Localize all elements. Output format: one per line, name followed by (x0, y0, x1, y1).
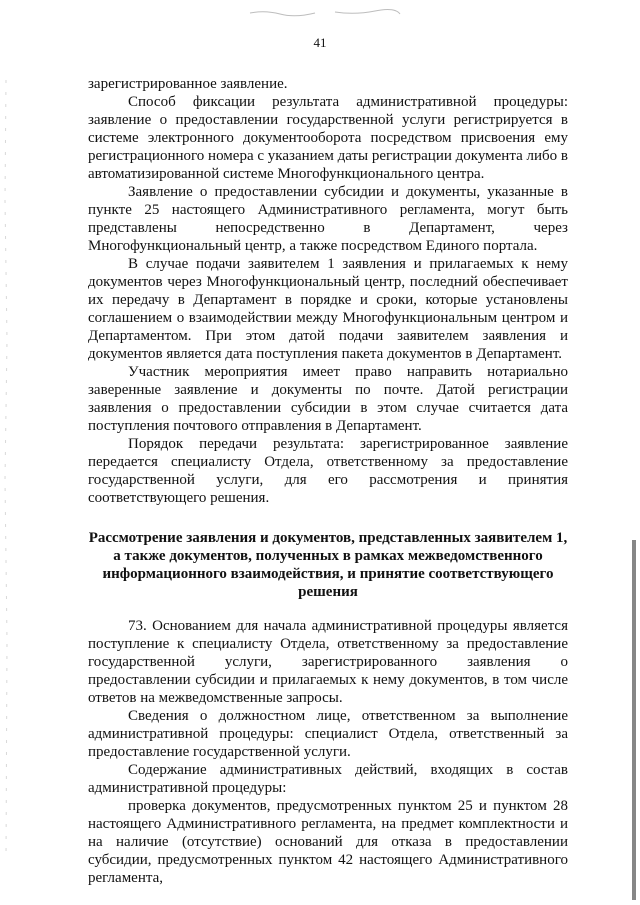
scan-artifact-left (2, 80, 10, 860)
scan-artifact-right (632, 540, 636, 900)
paragraph: проверка документов, предусмотренных пунктом 25 и пунктом 28 настоящего Административного регламента, на предмет комплектности и на наличие (отсутствие) оснований для отказа в предоставлении субсидии, предусмотренных пунктом 42 настоящего Административного регламента, (88, 798, 568, 886)
paragraph: Содержание административных действий, входящих в состав административной процедуры: (88, 762, 568, 796)
paragraph: 73. Основанием для начала административной процедуры является поступление к специалисту Отдела, ответственному за предоставление государственной услуги, зарегистрированного заявления о предоставлении субсидии и прилагаемых к нему документов, в том числе ответов на межведомственные запросы. (88, 618, 568, 706)
paragraph: Заявление о предоставлении субсидии и документы, указанные в пункте 25 настоящего Административного регламента, могут быть представлены непосредственно в Департамент, через Многофункциональный центр, а также посредством Единого портала. (88, 184, 568, 254)
scan-artifact-top (245, 8, 405, 18)
paragraph-continuation: зарегистрированное заявление. (88, 76, 288, 92)
paragraph: Порядок передачи результата: зарегистрированное заявление передается специалисту Отдела, ответственному за предоставление государственной услуги, для его рассмотрения и принятия соответствующего решения. (88, 436, 568, 506)
paragraph: Участник мероприятия имеет право направить нотариально заверенные заявление и документы по почте. Датой регистрации заявления о предоставлении субсидии в этом случае считается дата поступления почтового отправления в Департамент. (88, 364, 568, 434)
paragraph: В случае подачи заявителем 1 заявления и прилагаемых к нему документов через Многофункциональный центр, последний обеспечивает их передачу в Департамент в порядке и сроки, которые установлены соглашением о взаимодействии между Многофункциональным центром и Департаментом. При этом датой подачи заявителем заявления и документов является дата поступления пакета документов в Департамент. (88, 256, 568, 362)
section-heading: Рассмотрение заявления и документов, представленных заявителем 1, а также документов, полученных в рамках межведомственного информационного взаимодействия, и принятие соответствующего решения (88, 530, 568, 600)
paragraph: Способ фиксации результата административной процедуры: заявление о предоставлении государственной услуги регистрируется в системе электронного документооборота посредством присвоения ему регистрационного номера с указанием даты регистрации документа либо в автоматизированной системе Многофункционального центра. (88, 94, 568, 182)
page-number: 41 (313, 35, 327, 50)
document-body (88, 75, 568, 887)
paragraph: Сведения о должностном лице, ответственном за выполнение административной процедуры: специалист Отдела, ответственный за предоставление государственной услуги. (88, 708, 568, 760)
